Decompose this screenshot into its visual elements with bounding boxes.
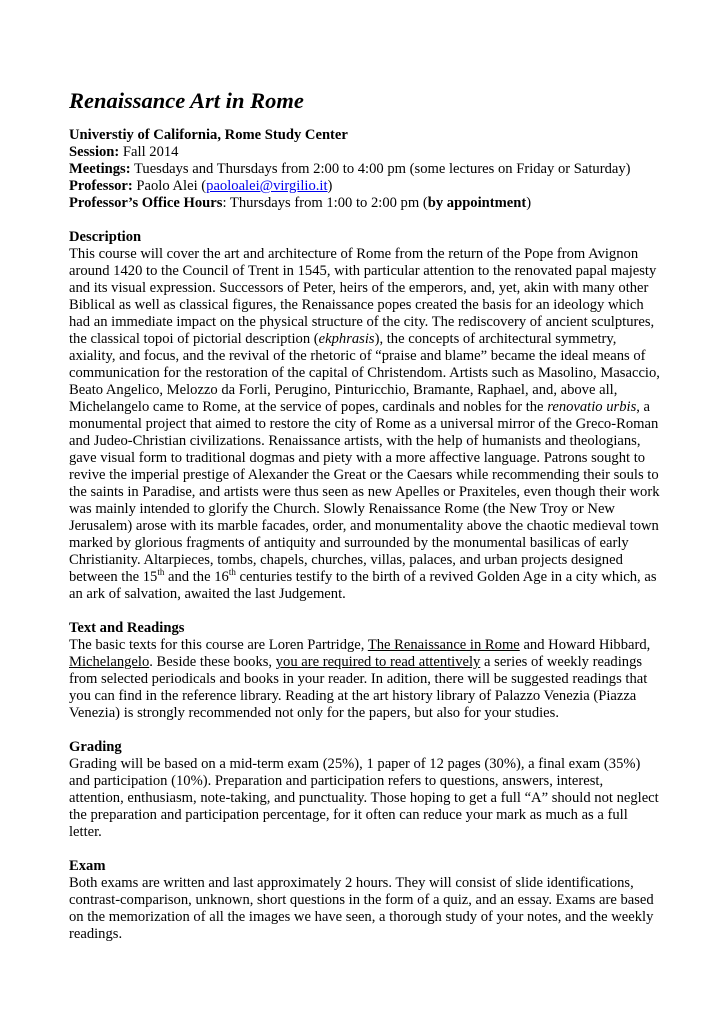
description-sup-1: th bbox=[157, 567, 165, 578]
meetings-value: Tuesdays and Thursdays from 2:00 to 4:00 pm (some lectures on Friday or Saturday) bbox=[130, 161, 631, 177]
grading-heading: Grading bbox=[69, 739, 122, 755]
institution-name: Universtiy of California, Rome Study Center bbox=[69, 127, 348, 143]
professor-label: Professor: bbox=[69, 178, 133, 194]
institution-line bbox=[69, 127, 661, 144]
professor-name: Paolo Alei ( bbox=[132, 178, 207, 194]
readings-paragraph bbox=[69, 637, 661, 722]
office-hours-line bbox=[69, 195, 661, 212]
readings-required: you are required to read attentively bbox=[275, 654, 481, 670]
readings-text-4: a series of weekly readings from selected periodicals and books in your reader. In adition, there will be suggested readings that you can find in the reference library. Reading at the art history library of Palazzo Venezia (Piazza Venezia) is strongly recommended not only for the papers, but also for your studies. bbox=[69, 654, 648, 721]
readings-book-2: Michelangelo bbox=[69, 654, 150, 670]
session-line bbox=[69, 144, 661, 161]
readings-text-3: . Beside these books, bbox=[149, 654, 276, 670]
meetings-label: Meetings: bbox=[69, 161, 131, 177]
document-page bbox=[69, 86, 661, 943]
grading-paragraph: Grading will be based on a mid-term exam (25%), 1 paper of 12 pages (30%), a final exam (35%) and participation (10%). Preparation and participation refers to questions, answers, interest, attention, enthusiasm, note-taking, and punctuality. Those hoping to get a full “A” should not neglect the preparation and participation percentage, for it often can reduce your mark as much as a full letter. bbox=[69, 756, 659, 840]
professor-line bbox=[69, 178, 661, 195]
session-value: Fall 2014 bbox=[119, 144, 179, 160]
readings-book-1: The Renaissance in Rome bbox=[367, 637, 520, 653]
description-text-3: , a monumental project that aimed to restore the city of Rome as a universal mirror of the Greco-Roman and Judeo-Christian civilizations. Renaissance artists, with the help of humanists and theologians, gave visual form to traditional dogmas and piety with a more affective language. Patrons sought to revive the imperial prestige of Alexander the Great or the Caesars while recommending their souls to the saints in Paradise, and artists were thus seen as new Apelles or Praxiteles, even though their work was mainly intended to glorify the Church. Slowly Renaissance Rome (the New Troy or New Jerusalem) arose with its marble facades, order, and monumentality above the chaotic medieval town marked by glorious fragments of antiquity and surrounded by the monumental basilicas of early Christianity. Altarpieces, tombs, chapels, churches, villas, palaces, and urban projects designed between the 15 bbox=[69, 399, 660, 585]
readings-text-1: The basic texts for this course are Loren Partridge, bbox=[69, 637, 368, 653]
description-text-5: centuries testify to the birth of a revived Golden Age in a city which, as an ark of salvation, awaited the last Judgement. bbox=[69, 569, 657, 602]
readings-text-2: and Howard Hibbard, bbox=[519, 637, 651, 653]
office-hours-note: by appointment bbox=[427, 195, 527, 211]
description-text-4: and the 16 bbox=[164, 569, 229, 585]
readings-heading: Text and Readings bbox=[69, 620, 185, 636]
description-sup-2: th bbox=[228, 567, 236, 578]
session-label: Session: bbox=[69, 144, 120, 160]
description-renovatio: renovatio urbis bbox=[547, 399, 637, 415]
office-hours-value: : Thursdays from 1:00 to 2:00 pm ( bbox=[222, 195, 428, 211]
page-title: Renaissance Art in Rome bbox=[69, 88, 304, 113]
office-hours-close: ) bbox=[526, 195, 532, 211]
meetings-line bbox=[69, 161, 661, 178]
professor-email-link[interactable]: paoloalei@virgilio.it bbox=[206, 178, 328, 194]
description-heading: Description bbox=[69, 229, 142, 245]
professor-close-paren: ) bbox=[327, 178, 333, 194]
description-text-1: This course will cover the art and architecture of Rome from the return of the Pope from Avignon around 1420 to the Council of Trent in 1545, with particular attention to the renovated papal majesty and its visual expression. Successors of Peter, heirs of the emperors, and, yet, akin with many other Biblical as well as classical figures, the Renaissance popes created the basis for an ideology which had an immediate impact on the physical structure of the city. The rediscovery of ancient sculptures, the classical topoi of pictorial description ( bbox=[69, 246, 657, 347]
description-paragraph bbox=[69, 246, 661, 603]
exam-heading: Exam bbox=[69, 858, 106, 874]
description-ekphrasis: ekphrasis bbox=[318, 331, 375, 347]
exam-paragraph: Both exams are written and last approximately 2 hours. They will consist of slide identifications, contrast-comparison, unknown, short questions in the form of a quiz, and an essay. Exams are based on the memorization of all the images we have seen, a thorough study of your notes, and the weekly readings. bbox=[69, 875, 654, 942]
office-hours-label: Professor’s Office Hours bbox=[69, 195, 223, 211]
description-text-2: ), the concepts of architectural symmetry, axiality, and focus, and the revival of the rhetoric of “praise and blame” became the ideal means of communication for the restoration of the capital of Christendom. Artists such as Masolino, Masaccio, Beato Angelico, Melozzo da Forli, Perugino, Pinturicchio, Bramante, Raphael, and, above all, Michelangelo came to Rome, at the service of popes, cardinals and nobles for the bbox=[69, 331, 660, 415]
